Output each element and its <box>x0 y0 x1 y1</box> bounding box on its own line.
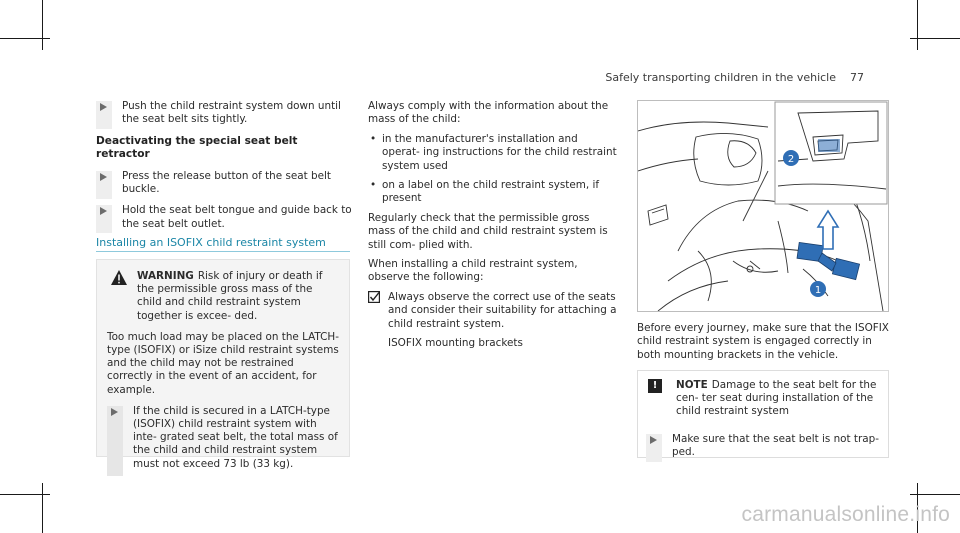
heading-deactivating-retractor: Deactivating the special seat belt retractor <box>96 134 298 161</box>
warning-box <box>96 259 350 470</box>
warning-body: Too much load may be placed on the LATCH- type (ISOFIX) or iSize child restraint systems and the child may not be restrained correctly in the event of an accident, for example. <box>107 330 339 396</box>
checklist-text: Always observe the correct use of the seats and consider their suitability for attaching a child restraint system. <box>388 290 617 330</box>
warning-label: WARNING <box>137 270 194 282</box>
isofix-illustration <box>637 100 889 312</box>
middle-column <box>368 100 618 357</box>
note-title: Damage to the seat belt for the cen- ter seat during installation of the child restraint system <box>676 379 877 418</box>
watermark: carmanualsonline.info <box>741 503 950 526</box>
instruction-step <box>96 170 352 197</box>
left-column <box>96 100 352 239</box>
step-arrow-icon <box>107 406 123 476</box>
crop-mark <box>42 483 43 533</box>
warning-header <box>107 270 339 323</box>
callout-label: 2 <box>787 154 795 165</box>
step-arrow-icon <box>646 434 662 462</box>
instruction-step <box>107 405 339 471</box>
list-item: • on a label on the child restraint system, if present <box>368 179 618 206</box>
step-text: Press the release button of the seat belt buckle. <box>122 169 331 196</box>
check-mass-text: Regularly check that the permissible gross mass of the child and child restraint system is still com- plied with. <box>368 211 608 251</box>
isofix-brackets-text: ISOFIX mounting brackets <box>388 337 523 350</box>
crop-mark <box>42 0 43 50</box>
step-arrow-icon <box>96 171 112 199</box>
when-installing-text: When installing a child restraint system, observe the following: <box>368 258 578 284</box>
step-text: Push the child restraint system down until the seat belt sits tightly. <box>122 100 341 126</box>
step-text: Hold the seat belt tongue and guide back to the seat belt outlet. <box>122 204 352 230</box>
checklist-item <box>368 291 618 351</box>
header-section-title: Safely transporting children in the vehicle <box>605 71 836 84</box>
note-header <box>646 379 880 419</box>
step-text: If the child is secured in a LATCH-type (ISOFIX) child restraint system with inte- grated seat belt, the total mass of the child and child restraint system must not exceed 73 lb (33 kg). <box>133 404 338 470</box>
note-label: NOTE <box>676 379 708 391</box>
exclamation-icon: ! <box>648 379 662 393</box>
list-item: • in the manufacturer's installation and operat- ing instructions for the child restraint system used <box>368 133 618 173</box>
instruction-step <box>646 433 880 459</box>
rear-seat-drawing <box>638 101 888 311</box>
checkbox-check-icon <box>368 291 380 303</box>
step-arrow-icon <box>96 205 112 233</box>
callout-label: 1 <box>814 285 822 296</box>
instruction-step <box>96 100 352 127</box>
figure-caption: Before every journey, make sure that the ISOFIX child restraint system is engaged correctly in both mounting brackets in the vehicle. <box>637 322 889 361</box>
step-arrow-icon <box>96 101 112 129</box>
instruction-step <box>96 204 352 231</box>
page-header <box>605 71 864 84</box>
mass-intro: Always comply with the information about the mass of the child: <box>368 100 609 126</box>
warning-title: Risk of injury or death if the permissible gross mass of the child and child restraint system together is excee- ded. <box>137 270 323 322</box>
step-text: Make sure that the seat belt is not trap- ped. <box>672 432 879 458</box>
note-box <box>637 370 889 458</box>
section-title: Installing an ISOFIX child restraint system <box>96 236 350 252</box>
page-number: 77 <box>850 71 864 84</box>
crop-mark <box>917 0 918 50</box>
warning-triangle-icon <box>111 270 127 285</box>
